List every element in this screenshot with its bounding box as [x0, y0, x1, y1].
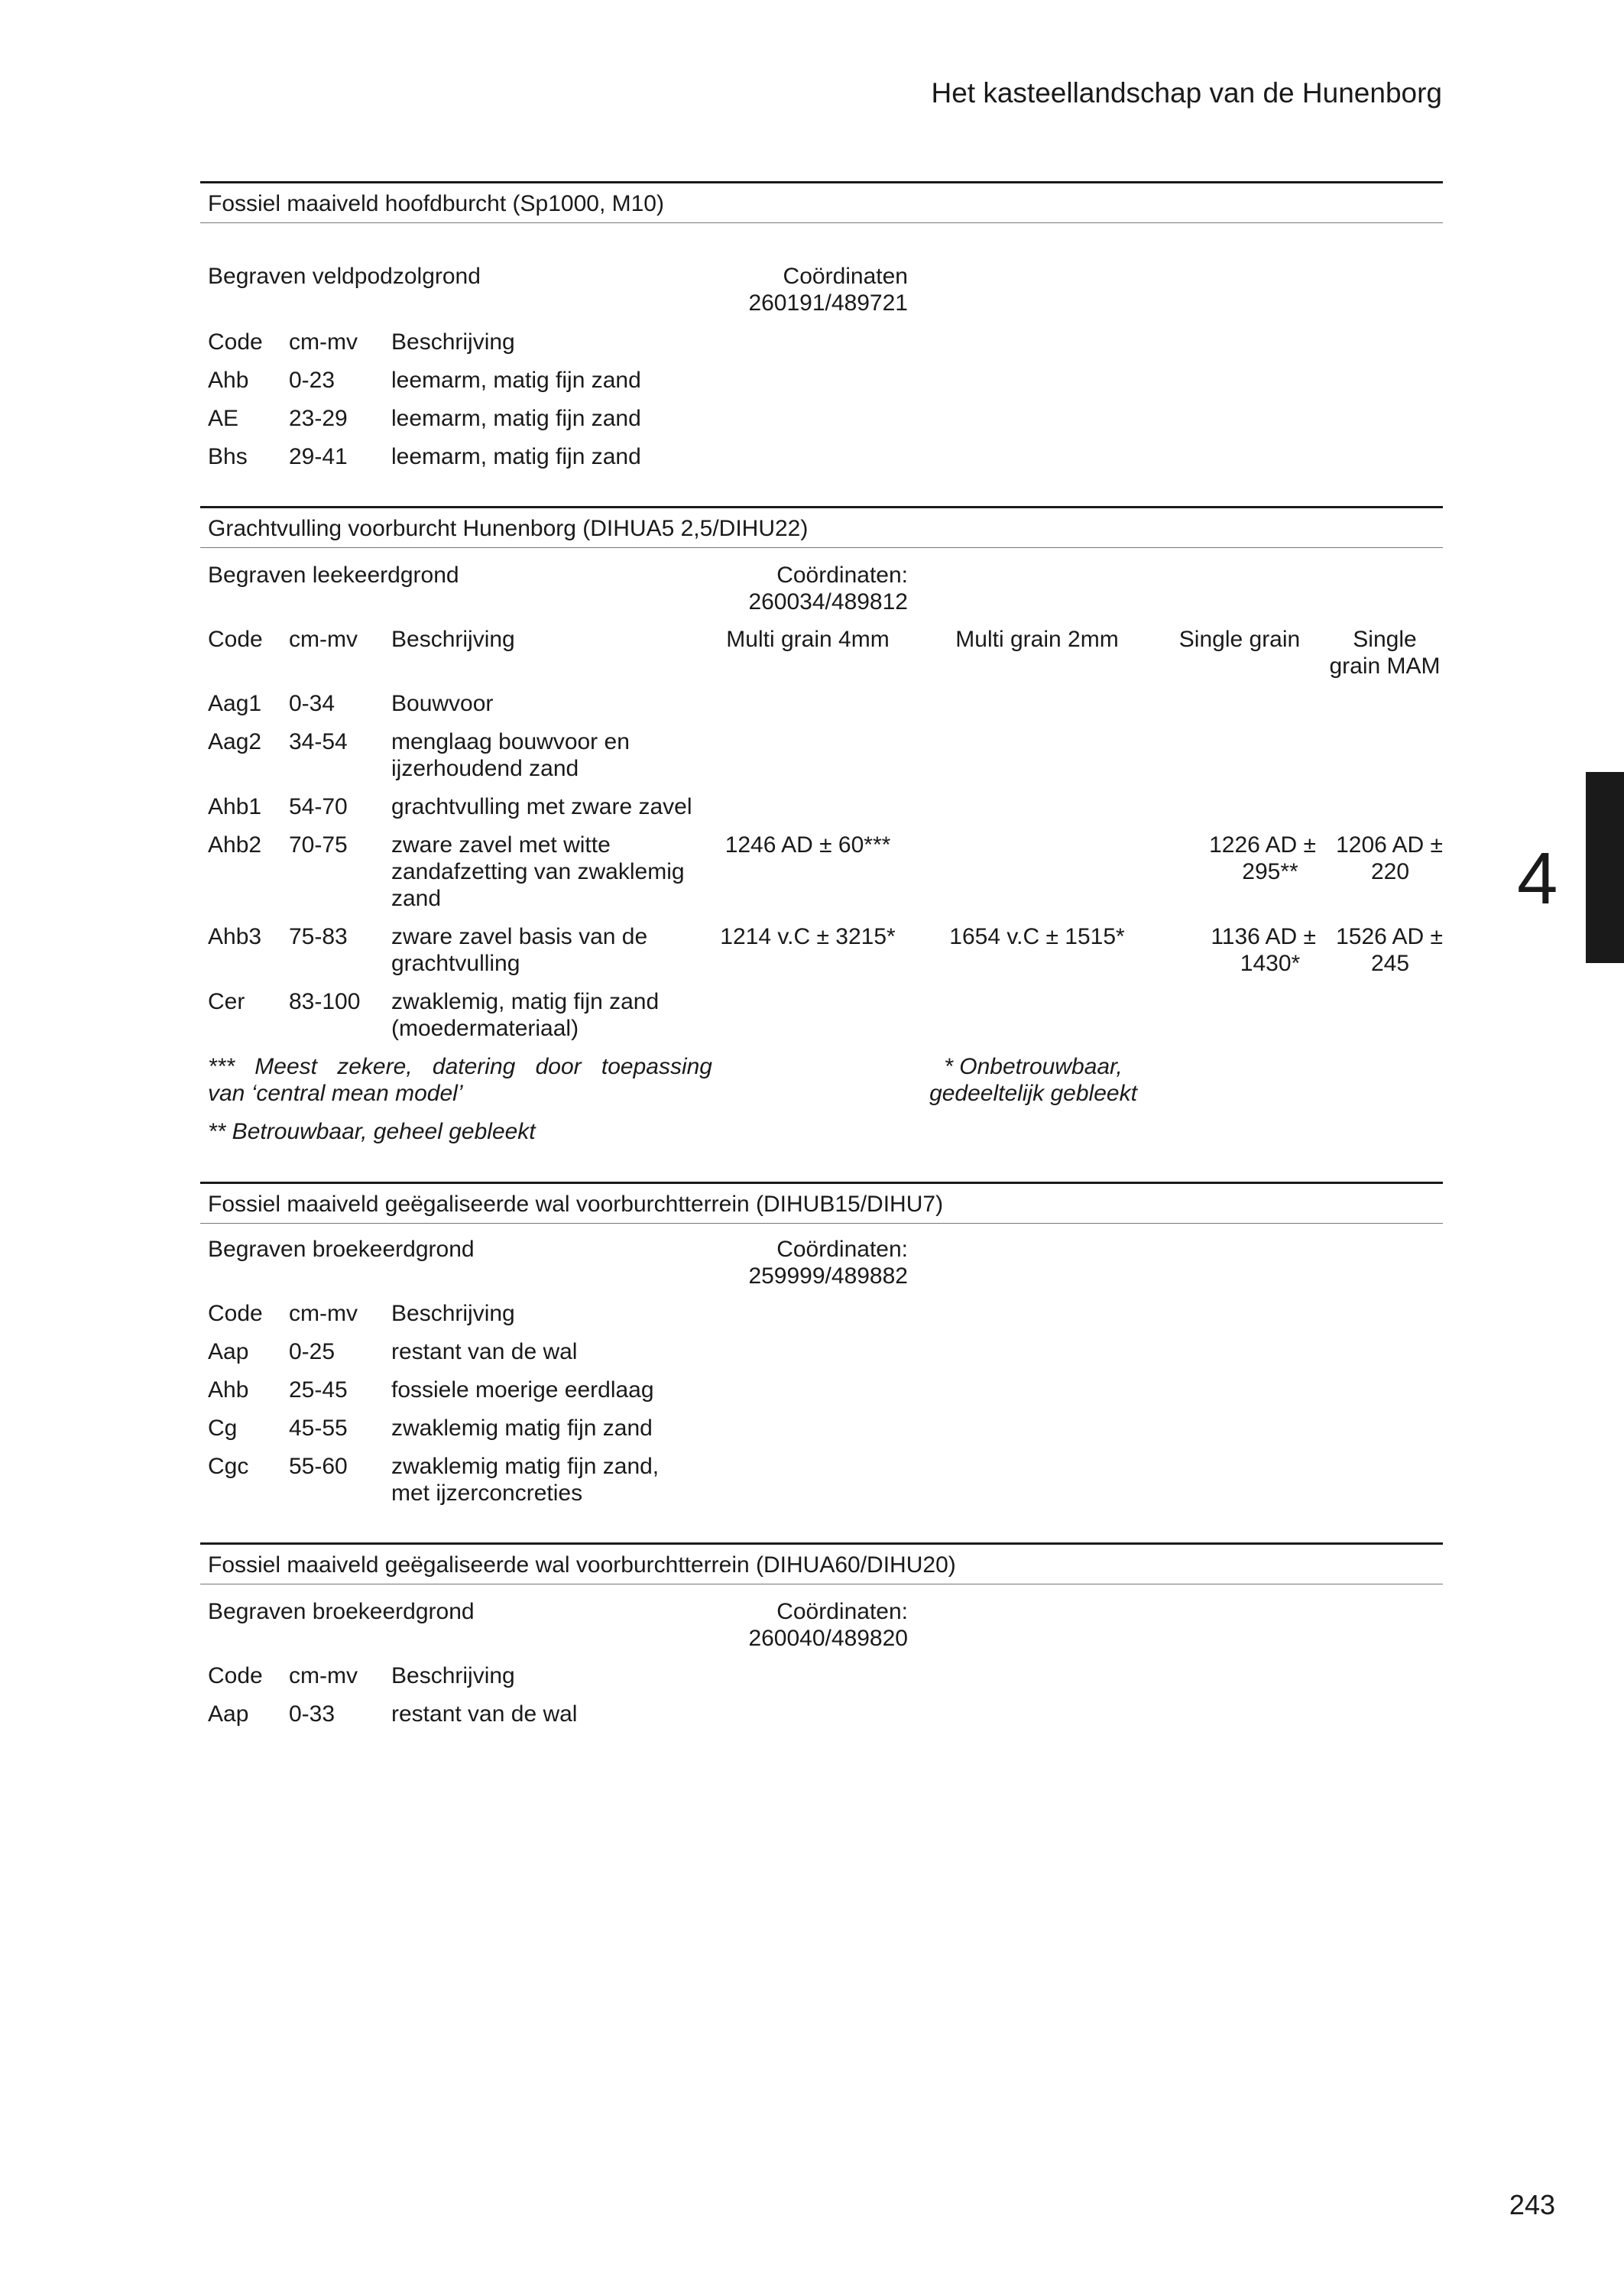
single-grain-value — [1163, 832, 1316, 885]
soil-type: Begraven broekeerdgrond — [208, 1237, 475, 1262]
value-line: 1206 AD ± — [1336, 832, 1443, 858]
value-line: 1430* — [1240, 951, 1301, 976]
description — [391, 1453, 712, 1507]
header-description: Beschrijving — [391, 627, 515, 652]
header-description: Beschrijving — [391, 329, 515, 355]
depth: 75-83 — [289, 924, 348, 949]
coordinates-label: Coördinaten — [783, 264, 908, 289]
description: fossiele moerige eerdlaag — [391, 1377, 654, 1403]
description — [391, 728, 712, 782]
header-description: Beschrijving — [391, 1301, 515, 1326]
header-code: Code — [208, 329, 263, 355]
footnote-line: van ‘central mean model’ — [208, 1081, 463, 1106]
soil-type: Begraven broekeerdgrond — [208, 1599, 475, 1624]
depth: 23-29 — [289, 406, 348, 431]
soil-profile-section-1 — [200, 181, 1443, 497]
section-title: Fossiel maaiveld geëgaliseerde wal voorburchtterrein (DIHUA60/DIHU20) — [200, 1545, 1443, 1584]
header-description: Beschrijving — [391, 1663, 515, 1688]
coordinates-label: Coördinaten: — [776, 1237, 908, 1262]
header-code: Code — [208, 627, 263, 652]
soil-profile-section-2 — [200, 506, 1443, 1181]
section-title: Grachtvulling voorburcht Hunenborg (DIHUA5 2,5/DIHU22) — [200, 508, 1443, 548]
horizon-code: Aag2 — [208, 729, 262, 754]
footnote-reliable: ** Betrouwbaar, geheel gebleekt — [208, 1119, 536, 1144]
description: grachtvulling met zware zavel — [391, 794, 692, 819]
horizon-code: Ahb1 — [208, 794, 262, 819]
single-grain-value — [1163, 923, 1316, 977]
coordinates-value: 260040/489820 — [748, 1626, 908, 1651]
value-line: 295** — [1242, 859, 1298, 884]
horizon-code: Aag1 — [208, 691, 262, 716]
description — [391, 832, 712, 912]
horizon-code: AE — [208, 406, 239, 431]
description-line: grachtvulling — [391, 951, 520, 976]
header-cm-mv: cm-mv — [289, 1663, 358, 1688]
soil-profile-section-3 — [200, 1182, 1443, 1543]
horizon-code: Cg — [208, 1416, 238, 1441]
depth: 45-55 — [289, 1416, 348, 1441]
depth: 25-45 — [289, 1377, 348, 1403]
horizon-code: Cgc — [208, 1454, 249, 1479]
depth: 0-23 — [289, 368, 335, 393]
chapter-number: 4 — [1517, 838, 1558, 919]
header-cm-mv: cm-mv — [289, 329, 358, 355]
depth: 70-75 — [289, 832, 348, 858]
value-line: 1136 AD ± — [1211, 924, 1316, 949]
description: restant van de wal — [391, 1701, 578, 1727]
depth: 83-100 — [289, 989, 361, 1014]
footnote-line: *** Meest zekere, datering door toepassing — [208, 1054, 712, 1079]
description: zwaklemig matig fijn zand — [391, 1416, 653, 1441]
section-title: Fossiel maaiveld hoofdburcht (Sp1000, M10) — [200, 183, 1443, 223]
description: restant van de wal — [391, 1339, 578, 1364]
description-line: (moedermateriaal) — [391, 1016, 579, 1041]
header-cm-mv: cm-mv — [289, 627, 358, 652]
multi-grain-4mm-value: 1246 AD ± 60*** — [724, 832, 891, 858]
footnote-unreliable — [903, 1053, 1163, 1107]
description: leemarm, matig fijn zand — [391, 444, 641, 469]
description: leemarm, matig fijn zand — [391, 368, 641, 393]
description-line: zwaklemig matig fijn zand, — [391, 1454, 660, 1479]
horizon-code: Cer — [208, 989, 245, 1014]
header-single-grain-mam-line-1: Single — [1353, 627, 1417, 652]
horizon-code: Ahb2 — [208, 832, 262, 858]
page-number: 243 — [1509, 2189, 1555, 2220]
soil-type: Begraven leekeerdgrond — [208, 563, 459, 588]
description-line: zware zavel basis van de — [391, 924, 648, 949]
horizon-code: Ahb3 — [208, 924, 262, 949]
multi-grain-2mm-value: 1654 v.C ± 1515* — [949, 924, 1125, 949]
coordinates-value: 260034/489812 — [748, 589, 908, 615]
description-line: ijzerhoudend zand — [391, 756, 579, 781]
chapter-tab — [1586, 772, 1624, 963]
running-title: Het kasteellandschap van de Hunenborg — [931, 77, 1442, 109]
coordinates-value: 260191/489721 — [748, 290, 908, 316]
header-code: Code — [208, 1663, 263, 1688]
horizon-code: Ahb — [208, 1377, 249, 1403]
depth: 0-25 — [289, 1339, 335, 1364]
footnote-line: gedeeltelijk gebleekt — [929, 1081, 1137, 1106]
soil-profile-section-4 — [200, 1542, 1443, 1751]
depth: 34-54 — [289, 729, 348, 754]
depth: 0-34 — [289, 691, 335, 716]
header-single-grain: Single grain — [1178, 627, 1301, 652]
value-line: 220 — [1370, 859, 1410, 884]
description — [391, 923, 712, 977]
horizon-code: Aap — [208, 1339, 249, 1364]
multi-grain-4mm-value: 1214 v.C ± 3215* — [720, 924, 896, 949]
header-single-grain-mam-line-2: grain MAM — [1329, 654, 1441, 679]
value-line: 245 — [1370, 951, 1410, 976]
horizon-code: Aap — [208, 1701, 249, 1727]
depth: 29-41 — [289, 444, 348, 469]
description-line: met ijzerconcreties — [391, 1481, 583, 1506]
description: Bouwvoor — [391, 691, 494, 716]
single-grain-mam-value — [1308, 923, 1443, 977]
header-cm-mv: cm-mv — [289, 1301, 358, 1326]
description-line: menglaag bouwvoor en — [391, 729, 630, 754]
coordinates-label: Coördinaten: — [776, 1599, 908, 1624]
description: leemarm, matig fijn zand — [391, 406, 641, 431]
section-title: Fossiel maaiveld geëgaliseerde wal voorburchtterrein (DIHUB15/DIHU7) — [200, 1184, 1443, 1224]
header-multi-grain-4mm: Multi grain 4mm — [726, 627, 890, 652]
depth: 55-60 — [289, 1454, 348, 1479]
description-line: zwaklemig, matig fijn zand — [391, 989, 660, 1014]
horizon-code: Ahb — [208, 368, 249, 393]
value-line: 1226 AD ± — [1209, 832, 1316, 858]
value-line: 1526 AD ± — [1336, 924, 1443, 949]
description-line: zand — [391, 886, 442, 911]
coordinates-label: Coördinaten: — [776, 563, 908, 588]
depth: 0-33 — [289, 1701, 335, 1727]
description — [391, 988, 712, 1042]
single-grain-mam-value — [1308, 832, 1443, 885]
footnote-most-certain — [208, 1053, 712, 1107]
header-single-grain-mam — [1316, 626, 1454, 679]
depth: 54-70 — [289, 794, 348, 819]
coordinates-value: 259999/489882 — [748, 1263, 908, 1289]
footnote-line: * Onbetrouwbaar, — [944, 1054, 1123, 1079]
horizon-code: Bhs — [208, 444, 248, 469]
header-code: Code — [208, 1301, 263, 1326]
header-multi-grain-2mm: Multi grain 2mm — [955, 627, 1119, 652]
description-line: zware zavel met witte — [391, 832, 611, 858]
soil-type: Begraven veldpodzolgrond — [208, 264, 481, 289]
description-line: zandafzetting van zwaklemig — [391, 859, 685, 884]
